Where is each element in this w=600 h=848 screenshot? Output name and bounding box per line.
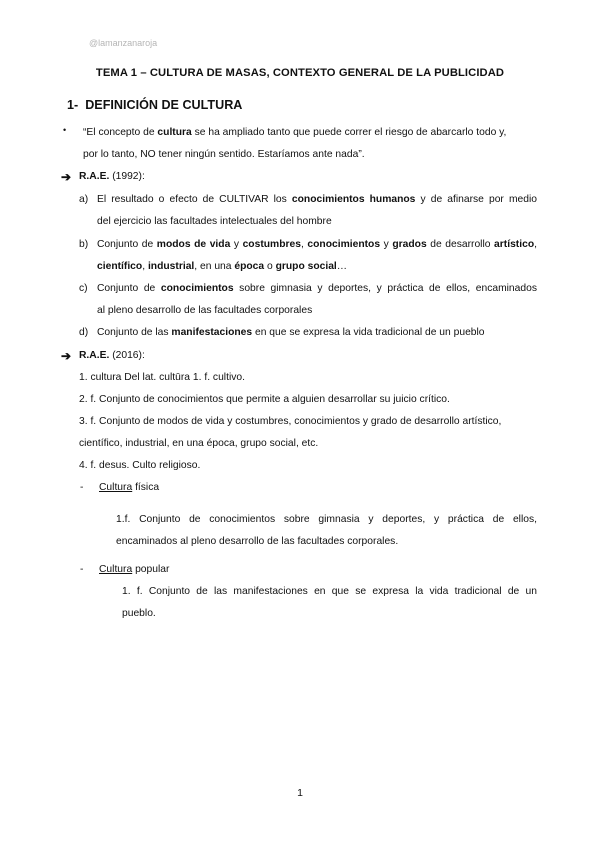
text: Conjunto de xyxy=(97,239,157,250)
quote-bold: cultura xyxy=(157,127,192,138)
text: física xyxy=(132,482,160,493)
underlined-text: Cultura xyxy=(99,482,133,493)
text: , xyxy=(534,239,537,250)
cultura-fisica-def-line-2: encaminados al pleno desarrollo de las facultades corporales. xyxy=(116,536,399,547)
quote-line-1 xyxy=(83,126,506,140)
bold-text: industrial xyxy=(147,261,195,272)
rae-2016-line-4: científico, industrial, en una época, grupo social, etc. xyxy=(79,438,319,449)
page-number: 1 xyxy=(297,787,303,799)
bold-text: manifestaciones xyxy=(171,327,253,338)
rae-1992-heading xyxy=(79,170,145,184)
cultura-popular-heading xyxy=(99,563,169,577)
bold-text: grupo social xyxy=(275,261,337,272)
section-number: 1- xyxy=(67,98,79,112)
cultura-popular-def-line-1: 1. f. Conjunto de las manifestaciones en que se expresa la vida tradicional de un xyxy=(122,586,537,597)
text: , en una xyxy=(194,261,235,272)
text: El resultado o efecto de CULTIVAR los xyxy=(97,194,292,205)
cultura-popular-def-line-2: pueblo. xyxy=(122,608,156,619)
bold-text: grados xyxy=(392,239,427,250)
rae-label: R.A.E. xyxy=(79,350,110,361)
dash-marker: - xyxy=(80,564,84,575)
rae-1992-c-line-2: al pleno desarrollo de las facultades corporales xyxy=(97,305,313,316)
text: Conjunto de xyxy=(97,283,161,294)
text: , xyxy=(300,239,308,250)
rae-1992-a-line-2: del ejercicio las facultades intelectuales del hombre xyxy=(97,216,332,227)
bold-text: conocimientos xyxy=(160,283,234,294)
cultura-fisica-heading xyxy=(99,481,159,495)
text: y xyxy=(380,239,393,250)
bullet-icon: • xyxy=(63,125,67,135)
underlined-text: Cultura xyxy=(99,564,133,575)
text: en que se expresa la vida tradicional de un pueblo xyxy=(252,327,485,338)
section-heading-text: DEFINICIÓN DE CULTURA xyxy=(85,98,243,112)
bold-text: época xyxy=(234,261,265,272)
rae-2016-heading xyxy=(79,349,145,363)
cultura-fisica-def-line-1: 1.f. Conjunto de conocimientos sobre gimnasia y deportes, y práctica de ellos, xyxy=(116,514,537,525)
list-marker-b: b) xyxy=(79,239,89,250)
quote-text: “El concepto de xyxy=(83,127,158,138)
text: Conjunto de las xyxy=(97,327,172,338)
rae-2016-line-1: 1. cultura Del lat. cultūra 1. f. cultivo. xyxy=(79,372,245,383)
bold-text: conocimientos humanos xyxy=(291,194,416,205)
dash-marker: - xyxy=(80,482,84,493)
arrow-right-icon: ➔ xyxy=(61,349,72,363)
text: y xyxy=(230,239,243,250)
text: y de afinarse por medio xyxy=(415,194,537,205)
arrow-right-icon: ➔ xyxy=(61,170,72,184)
text: , xyxy=(142,261,148,272)
rae-1992-d-line xyxy=(97,326,485,340)
list-marker-d: d) xyxy=(79,327,89,338)
text: o xyxy=(264,261,276,272)
watermark: @lamanzanaroja xyxy=(89,38,158,48)
bold-text: costumbres xyxy=(242,239,301,250)
text: … xyxy=(336,261,348,272)
rae-2016-line-3: 3. f. Conjunto de modos de vida y costumbres, conocimientos y grado de desarrollo artístico, xyxy=(79,416,502,427)
quote-line-2: por lo tanto, NO tener ningún sentido. Estaríamos ante nada”. xyxy=(83,149,365,160)
rae-1992-a-line-1 xyxy=(97,193,537,207)
text: sobre gimnasia y deportes, y práctica de ellos, encaminados xyxy=(233,283,537,294)
rae-label: R.A.E. xyxy=(79,171,110,182)
rae-1992-b-line-1 xyxy=(97,238,537,252)
rae-2016-line-2: 2. f. Conjunto de conocimientos que permite a alguien desarrollar su juicio crítico. xyxy=(79,394,450,405)
text: de desarrollo xyxy=(426,239,495,250)
list-marker-a: a) xyxy=(79,194,89,205)
rae-2016-line-5: 4. f. desus. Culto religioso. xyxy=(79,460,201,471)
rae-1992-b-line-2 xyxy=(97,260,347,274)
bold-text: modos de vida xyxy=(156,239,231,250)
document-title: TEMA 1 – CULTURA DE MASAS, CONTEXTO GENERAL DE LA PUBLICIDAD xyxy=(95,67,505,79)
section-heading xyxy=(67,98,242,112)
text: popular xyxy=(132,564,170,575)
bold-text: artístico xyxy=(494,239,535,250)
bold-text: científico xyxy=(97,261,143,272)
rae-year: (2016): xyxy=(109,350,145,361)
quote-text: se ha ampliado tanto que puede correr el riesgo de abarcarlo todo y, xyxy=(191,127,507,138)
list-marker-c: c) xyxy=(79,283,88,294)
rae-1992-c-line-1 xyxy=(97,282,537,296)
bold-text: conocimientos xyxy=(307,239,381,250)
rae-year: (1992): xyxy=(109,171,145,182)
